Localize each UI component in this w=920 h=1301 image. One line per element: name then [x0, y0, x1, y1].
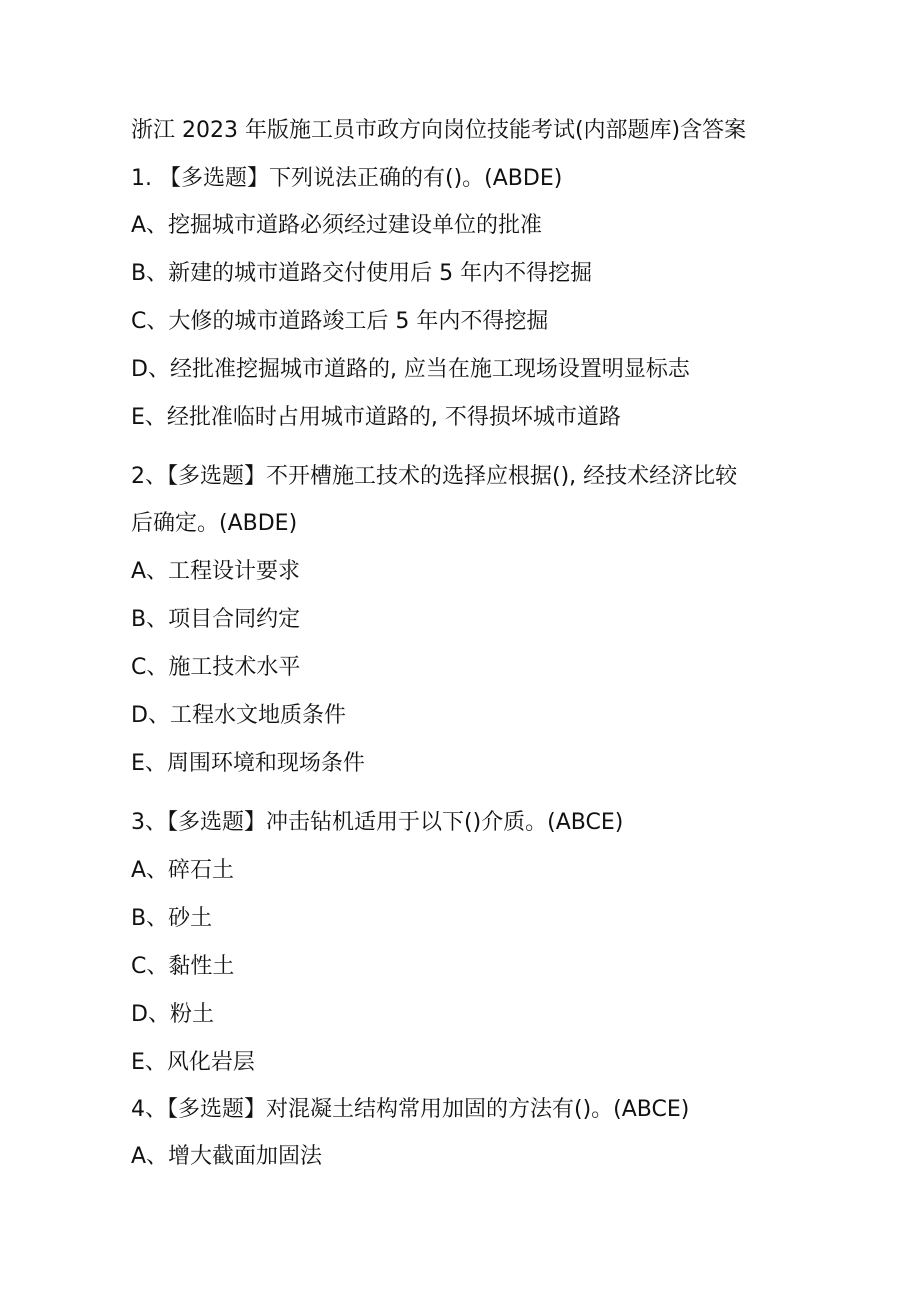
question-3-stem: 3、【多选题】冲击钻机适用于以下()介质。(ABCE) — [131, 810, 624, 835]
question-1-stem: 1. 【多选题】下列说法正确的有()。(ABDE) — [131, 166, 563, 191]
question-4-option-a: A、增大截面加固法 — [131, 1144, 323, 1169]
question-4-stem: 4、【多选题】对混凝土结构常用加固的方法有()。(ABCE) — [131, 1097, 690, 1122]
document-title: 浙江 2023 年版施工员市政方向岗位技能考试(内部题库)含答案 — [131, 118, 747, 143]
question-1-option-b: B、新建的城市道路交付使用后 5 年内不得挖掘 — [131, 261, 593, 286]
question-2-stem-line1: 2、【多选题】不开槽施工技术的选择应根据(), 经技术经济比较 — [131, 464, 738, 489]
question-2-option-d: D、工程水文地质条件 — [131, 703, 346, 728]
question-2-option-b: B、项目合同约定 — [131, 607, 301, 632]
question-3-option-a: A、碎石土 — [131, 858, 235, 883]
question-3-option-b: B、砂土 — [131, 906, 213, 931]
question-2-option-a: A、工程设计要求 — [131, 559, 301, 584]
question-3-option-e: E、风化岩层 — [131, 1050, 255, 1075]
question-1-option-d: D、经批准挖掘城市道路的, 应当在施工现场设置明显标志 — [131, 357, 690, 382]
question-2-option-e: E、周围环境和现场条件 — [131, 751, 365, 776]
question-3-option-c: C、黏性土 — [131, 954, 235, 979]
question-1-option-e: E、经批准临时占用城市道路的, 不得损坏城市道路 — [131, 405, 621, 430]
question-3-option-d: D、粉土 — [131, 1002, 214, 1027]
question-2-option-c: C、施工技术水平 — [131, 655, 301, 680]
question-1-option-c: C、大修的城市道路竣工后 5 年内不得挖掘 — [131, 309, 549, 334]
question-1-option-a: A、挖掘城市道路必须经过建设单位的批准 — [131, 213, 543, 238]
question-2-stem-line2: 后确定。(ABDE) — [131, 511, 298, 536]
